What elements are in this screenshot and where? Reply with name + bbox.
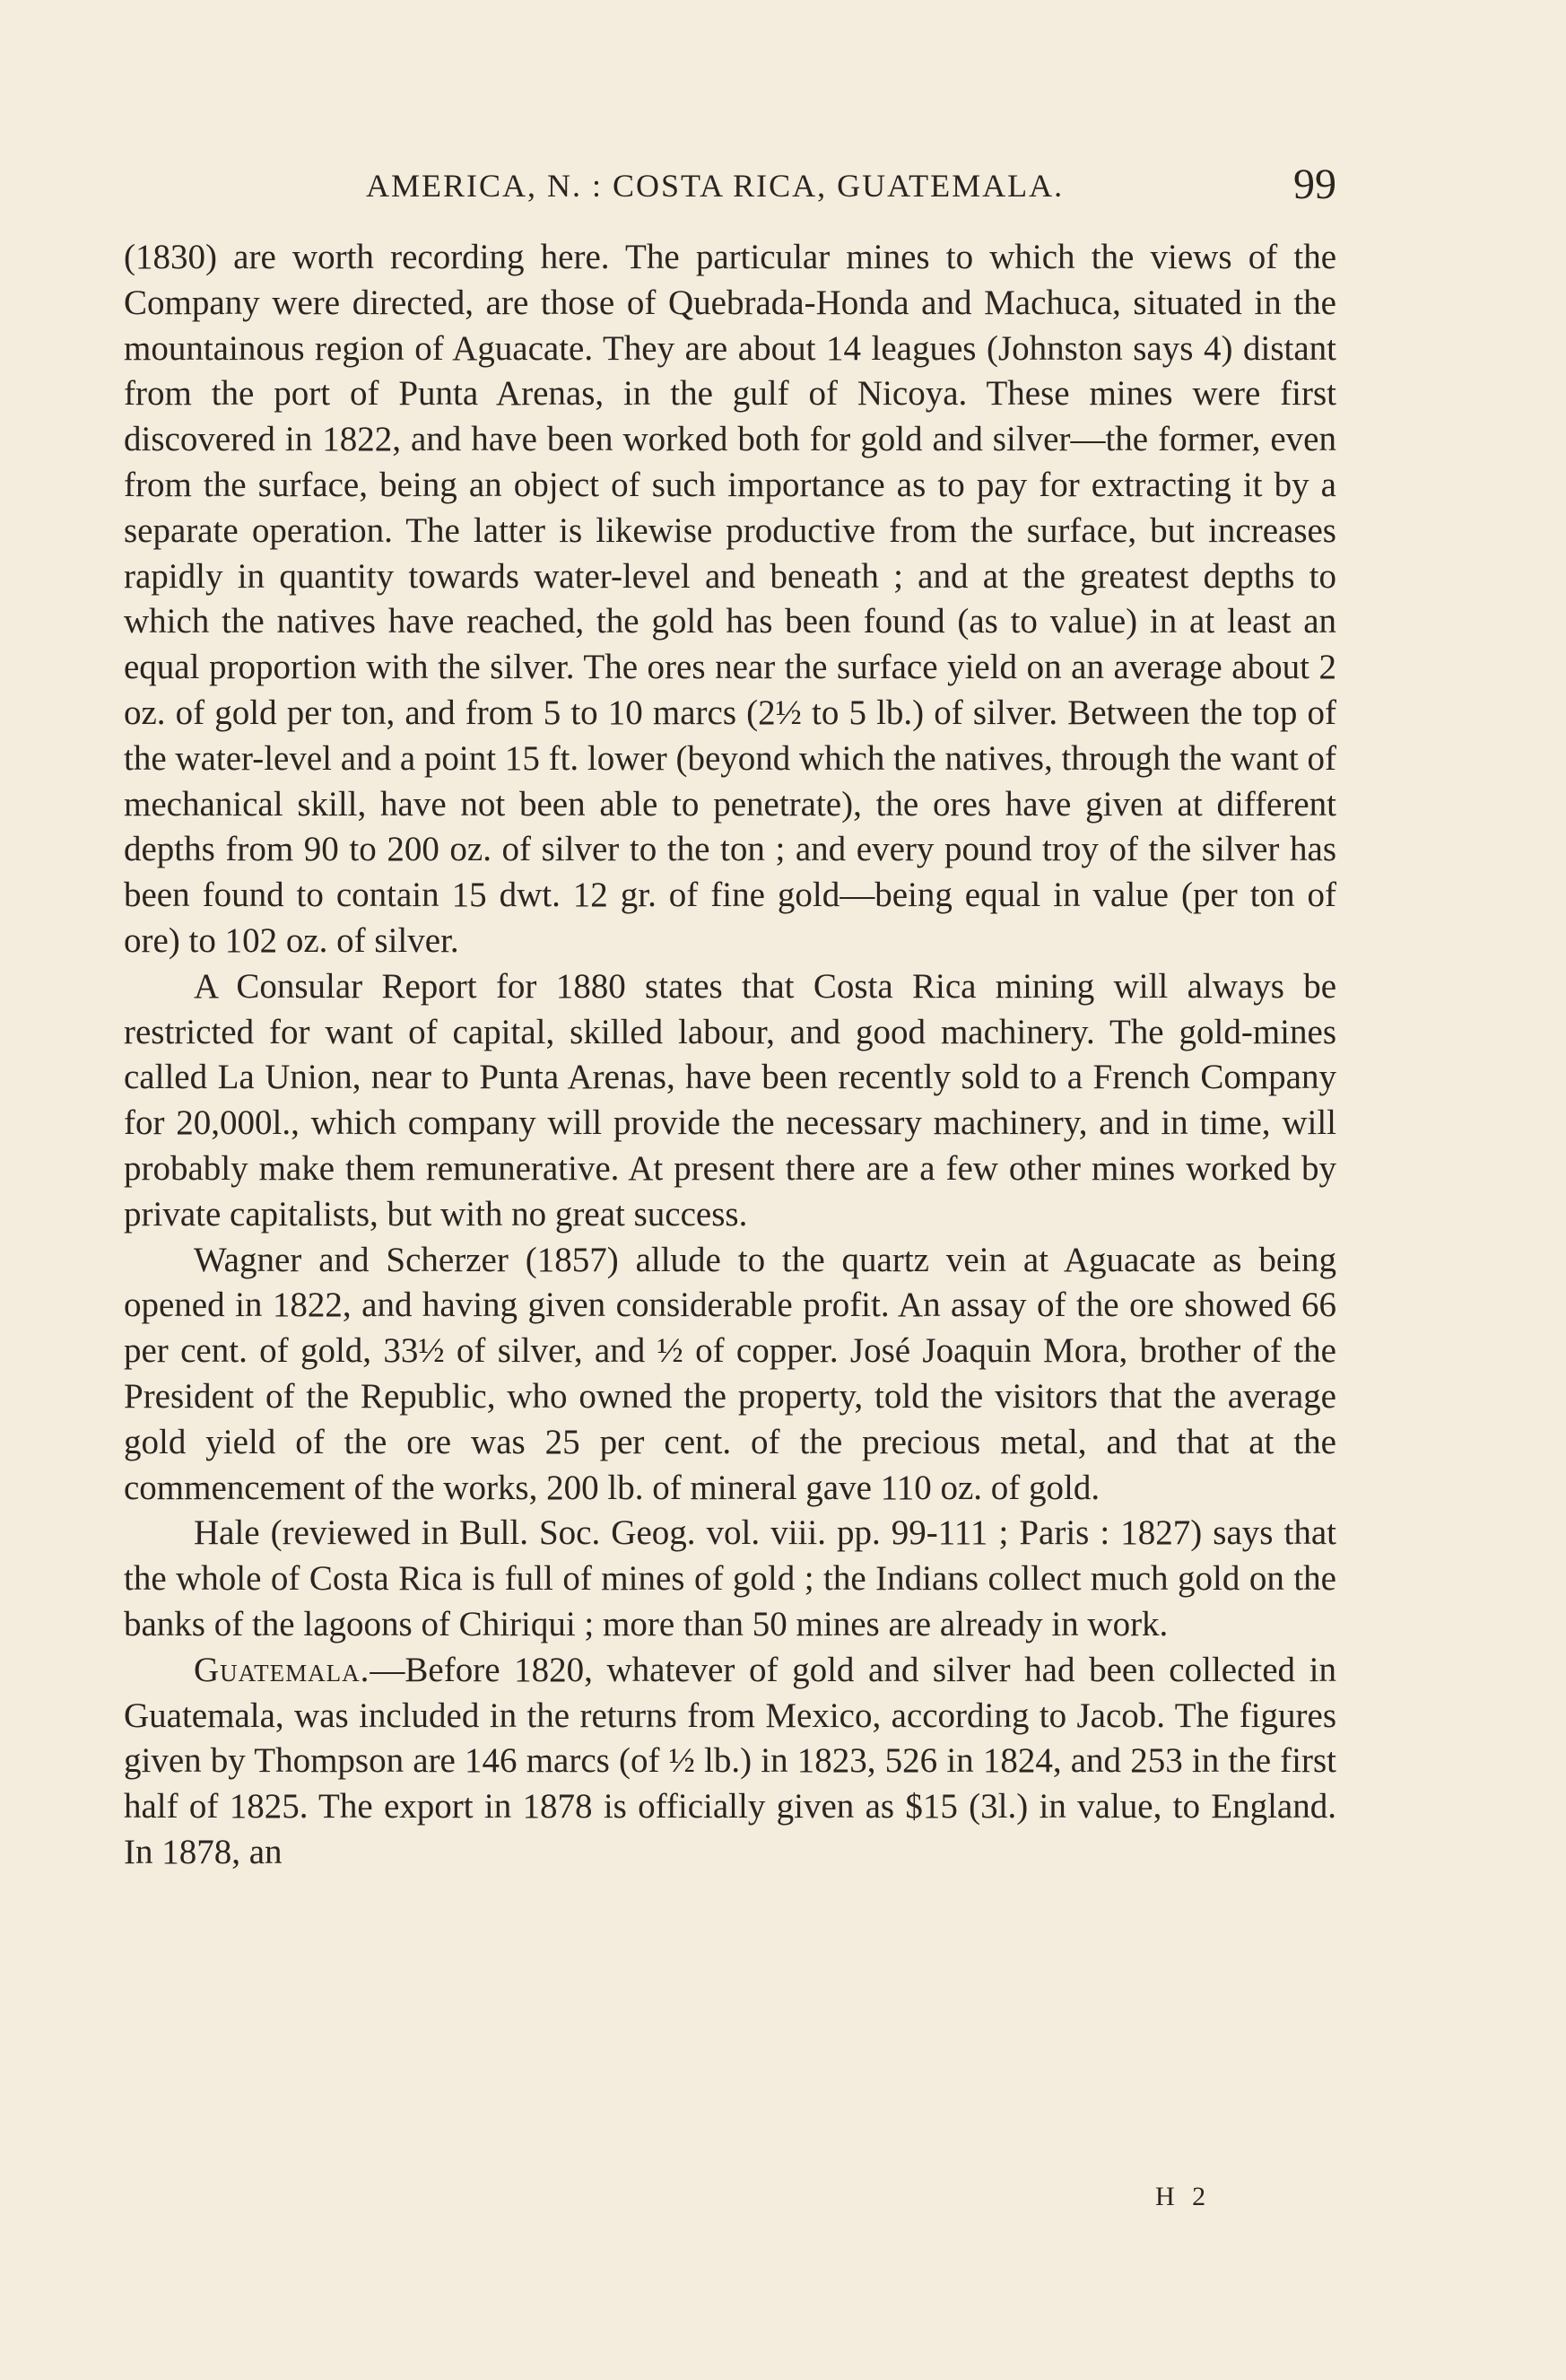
paragraph-text: Hale (reviewed in Bull. Soc. Geog. vol. viii. pp. 99-111 ; Paris : 1827) says that the whole of Costa Rica is full of mines of gold ; the Indians collect much gold on the banks of the lagoons of Chiriqui ; more than 50 mines are already in work. — [124, 1513, 1336, 1643]
paragraph-text: —Before 1820, whatever of gold and silver had been collected in Guatemala, was included in the returns from Mexico, according to Jacob. The figures given by Thompson are 146 marcs (of ½ lb.) in 1823, 526 in 1824, and 253 in the first half of 1825. The export in 1878 is officially given as $15 (3l.) in value, to England. In 1878, an — [124, 1650, 1336, 1871]
page-number: 99 — [1293, 161, 1336, 208]
paragraph-hale — [124, 1511, 1336, 1647]
paragraph-costa-rica-mines — [124, 235, 1336, 964]
paragraph-text: Wagner and Scherzer (1857) allude to the quartz vein at Aguacate as being opened in 1822, and having given considerable profit. An assay of the ore showed 66 per cent. of gold, 33½ of silver, and ½ of copper. José Joaquin Mora, brother of the President of the Republic, who owned the property, told the visitors that the average gold yield of the ore was 25 per cent. of the precious metal, and that at the commencement of the works, 200 lb. of mineral gave 110 oz. of gold. — [124, 1240, 1336, 1507]
paragraph-text: A Consular Report for 1880 states that Costa Rica mining will always be restricted for want of capital, skilled labour, and good machinery. The gold-mines called La Union, near to Punta Arenas, have been recently sold to a French Company for 20,000l., which company will provide the necessary machinery, and in time, will probably make them remunerative. At present there are a few other mines worked by private capitalists, but with no great success. — [124, 966, 1336, 1234]
running-head — [124, 160, 1336, 214]
paragraph-guatemala — [124, 1648, 1336, 1876]
section-lead-guatemala: Guatemala. — [194, 1650, 370, 1689]
running-title: AMERICA, N. : COSTA RICA, GUATEMALA. — [366, 168, 1065, 204]
paragraph-text: (1830) are worth recording here. The particular mines to which the views of the Company were directed, are those of Quebrada-Honda and Machuca, situated in the mountainous region of Aguacate. They are about 14 leagues (Johnston says 4) distant from the port of Punta Arenas, in the gulf of Nicoya. These mines were first discovered in 1822, and have been worked both for gold and silver—the former, even from the surface, being an object of such importance as to pay for extracting it by a separate operation. The latter is likewise productive from the surface, but increases rapidly in quantity towards water-level and beneath ; and at the greatest depths to which the natives have reached, the gold has been found (as to value) in at least an equal proportion with the silver. The ores near the surface yield on an average about 2 oz. of gold per ton, and from 5 to 10 marcs (2½ to 5 lb.) of silver. Between the top of the water-level and a point 15 ft. lower (beyond which the natives, through the want of mechanical skill, have not been able to penetrate), the ores have given at different depths from 90 to 200 oz. of silver to the ton ; and every pound troy of the silver has been found to contain 15 dwt. 12 gr. of fine gold—being equal in value (per ton of ore) to 102 oz. of silver. — [124, 238, 1336, 960]
paragraph-wagner-scherzer — [124, 1238, 1336, 1512]
paragraph-consular-report — [124, 964, 1336, 1238]
signature-mark: H 2 — [1155, 2182, 1212, 2211]
body-text — [124, 235, 1336, 1876]
